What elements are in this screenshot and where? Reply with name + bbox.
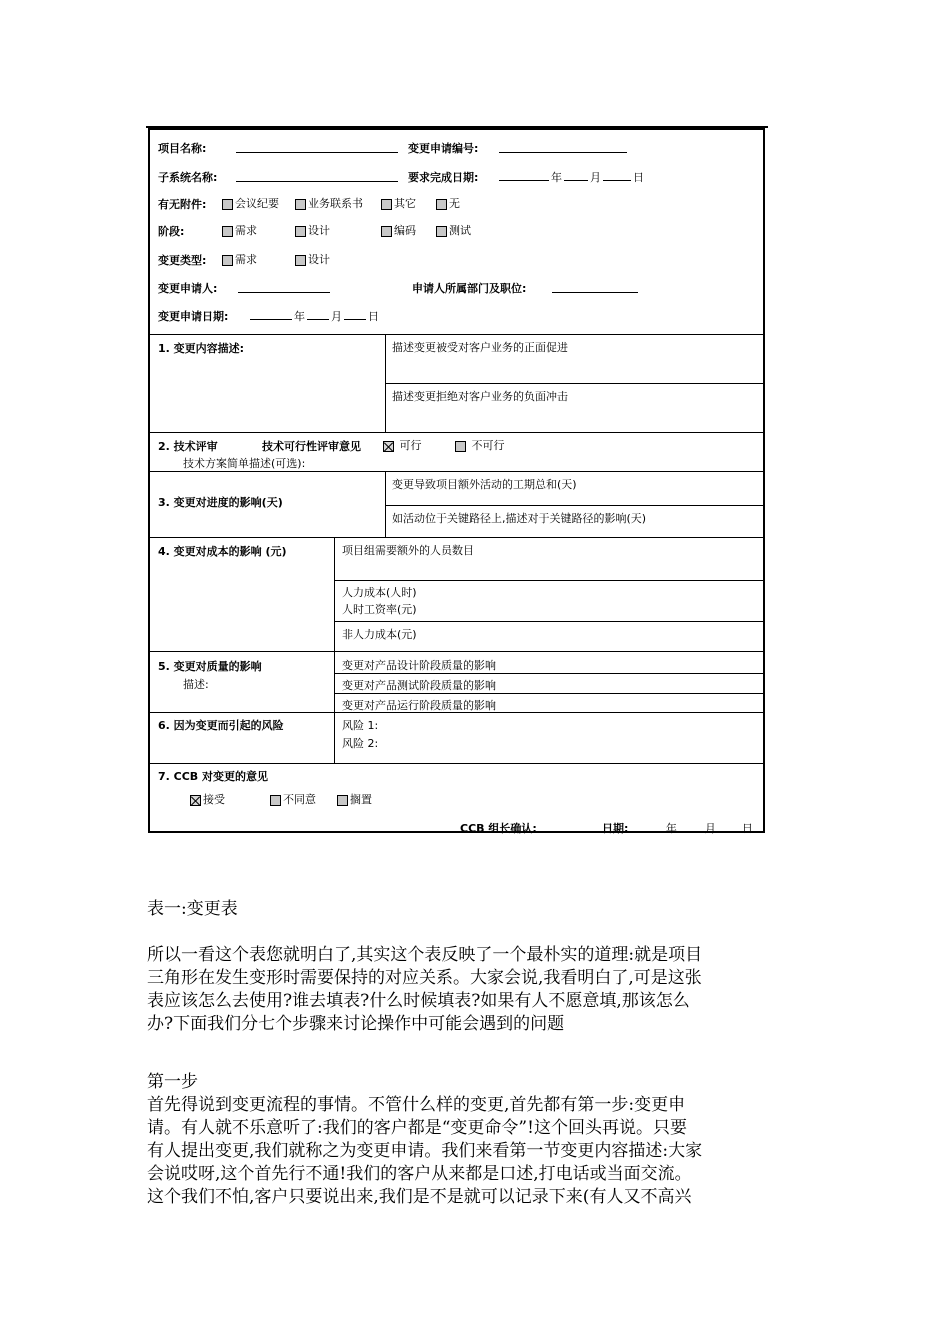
- paragraph-1: [147, 944, 807, 1036]
- paragraph-line: 这个我们不怕,客户只要说出来,我们是不是就可以记录下来(有人又不高兴: [147, 1187, 692, 1207]
- subsystem-label: 子系统名称:: [158, 171, 218, 184]
- s7-reject[interactable]: 不同意: [270, 791, 316, 807]
- paragraph-line: 首先得说到变更流程的事情。不管什么样的变更,首先都有第一步:变更申: [147, 1095, 686, 1115]
- checkbox-icon: [337, 795, 348, 806]
- required-date-field[interactable]: 年 月 日: [497, 169, 644, 185]
- s6-risk-2: 风险 2:: [342, 737, 379, 750]
- table-caption: 表一:变更表: [147, 899, 238, 919]
- s1-positive: 描述变更被受对客户业务的正面促进: [392, 341, 568, 354]
- attachment-label: 有无附件:: [158, 198, 207, 211]
- attachment-option-meeting[interactable]: 会议纪要: [222, 195, 279, 211]
- s4-extra-staff: 项目组需要额外的人员数目: [342, 544, 474, 557]
- s5-test-quality: 变更对产品测试阶段质量的影响: [342, 679, 496, 692]
- dept-label: 申请人所属部门及职位:: [412, 282, 527, 295]
- attachment-option-other[interactable]: 其它: [381, 195, 416, 211]
- ccb-date[interactable]: 日期: 年 月 日: [602, 822, 753, 835]
- s2-feasible[interactable]: 可行: [383, 437, 422, 453]
- paragraph-line: 所以一看这个表您就明白了,其实这个表反映了一个最朴实的道理:就是项目: [147, 945, 703, 965]
- s7-title: 7. CCB 对变更的意见: [158, 770, 269, 783]
- change-type-req[interactable]: 需求: [222, 251, 257, 267]
- s2-opinion: 技术可行性评审意见: [262, 440, 361, 453]
- paragraph-line: 有人提出变更,我们就称之为变更申请。我们来看第一节变更内容描述:大家: [147, 1141, 703, 1161]
- paragraph-line: 表应该怎么去使用?谁去填表?什么时候填表?如果有人不愿意填,那该怎么: [147, 991, 690, 1011]
- s2-infeasible[interactable]: 不可行: [455, 437, 505, 453]
- s3-duration: 变更导致项目额外活动的工期总和(天): [392, 478, 577, 491]
- s1-title: 1. 变更内容描述:: [158, 342, 245, 355]
- checkbox-icon: [381, 199, 392, 210]
- s6-title: 6. 因为变更而引起的风险: [158, 719, 284, 732]
- checkbox-icon: [436, 199, 447, 210]
- subsystem-field[interactable]: [236, 170, 398, 182]
- paragraph-line: 会说哎呀,这个首先行不通!我们的客户从来都是口述,打电话或当面交流。: [147, 1164, 692, 1184]
- s4-labor-cost: 人力成本(人时): [342, 586, 417, 599]
- change-type-label: 变更类型:: [158, 254, 207, 267]
- phase-label: 阶段:: [158, 225, 185, 238]
- required-date-label: 要求完成日期:: [408, 171, 479, 184]
- s3-critical-path: 如活动位于关键路径上,描述对于关键路径的影响(天): [392, 512, 647, 525]
- attachment-option-contact[interactable]: 业务联系书: [295, 195, 363, 211]
- step-heading: 第一步: [147, 1072, 198, 1092]
- paragraph-line: 三角形在发生变形时需要保持的对应关系。大家会说,我看明白了,可是这张: [147, 968, 702, 988]
- checked-box-icon: [190, 795, 201, 806]
- s2-brief: 技术方案简单描述(可选):: [183, 457, 306, 470]
- change-type-design[interactable]: 设计: [295, 251, 330, 267]
- checkbox-icon: [222, 199, 233, 210]
- s4-nonlabor-cost: 非人力成本(元): [342, 628, 417, 641]
- change-request-no-field[interactable]: [499, 141, 627, 153]
- s4-title: 4. 变更对成本的影响 (元): [158, 545, 287, 558]
- checkbox-icon: [295, 199, 306, 210]
- paragraph-line: 办?下面我们分七个步骤来讨论操作中可能会遇到的问题: [147, 1014, 565, 1034]
- s7-shelve[interactable]: 搁置: [337, 791, 372, 807]
- s5-title: 5. 变更对质量的影响: [158, 660, 262, 673]
- attachment-option-none[interactable]: 无: [436, 195, 460, 211]
- apply-date-label: 变更申请日期:: [158, 310, 229, 323]
- checkbox-icon: [270, 795, 281, 806]
- s4-wage-rate: 人时工资率(元): [342, 603, 417, 616]
- project-name-label: 项目名称:: [158, 142, 207, 155]
- s3-title: 3. 变更对进度的影响(天): [158, 496, 283, 509]
- project-name-field[interactable]: [236, 141, 398, 153]
- checkbox-icon: [381, 226, 392, 237]
- phase-option-code[interactable]: 编码: [381, 222, 416, 238]
- checked-box-icon: [383, 441, 394, 452]
- paragraph-2: [147, 1094, 807, 1209]
- checkbox-icon: [436, 226, 447, 237]
- checkbox-icon: [295, 255, 306, 266]
- checkbox-icon: [455, 441, 466, 452]
- phase-option-req[interactable]: 需求: [222, 222, 257, 238]
- change-request-form: [148, 128, 765, 833]
- apply-date-field[interactable]: 年 月 日: [248, 308, 379, 324]
- change-request-no-label: 变更申请编号:: [408, 142, 479, 155]
- phase-option-design[interactable]: 设计: [295, 222, 330, 238]
- checkbox-icon: [222, 226, 233, 237]
- applicant-field[interactable]: [238, 281, 330, 293]
- s2-title: 2. 技术评审: [158, 440, 218, 453]
- checkbox-icon: [222, 255, 233, 266]
- applicant-label: 变更申请人:: [158, 282, 218, 295]
- s5-desc: 描述:: [183, 678, 209, 691]
- s7-accept[interactable]: 接受: [190, 791, 225, 807]
- ccb-confirm: CCB 组长确认:: [460, 822, 537, 835]
- s6-risk-1: 风险 1:: [342, 719, 379, 732]
- paragraph-line: 请。有人就不乐意听了:我们的客户都是“变更命令”!这个回头再说。只要: [147, 1118, 687, 1138]
- phase-option-test[interactable]: 测试: [436, 222, 471, 238]
- dept-field[interactable]: [552, 281, 638, 293]
- s5-design-quality: 变更对产品设计阶段质量的影响: [342, 659, 496, 672]
- s5-run-quality: 变更对产品运行阶段质量的影响: [342, 699, 496, 712]
- checkbox-icon: [295, 226, 306, 237]
- s1-negative: 描述变更拒绝对客户业务的负面冲击: [392, 390, 568, 403]
